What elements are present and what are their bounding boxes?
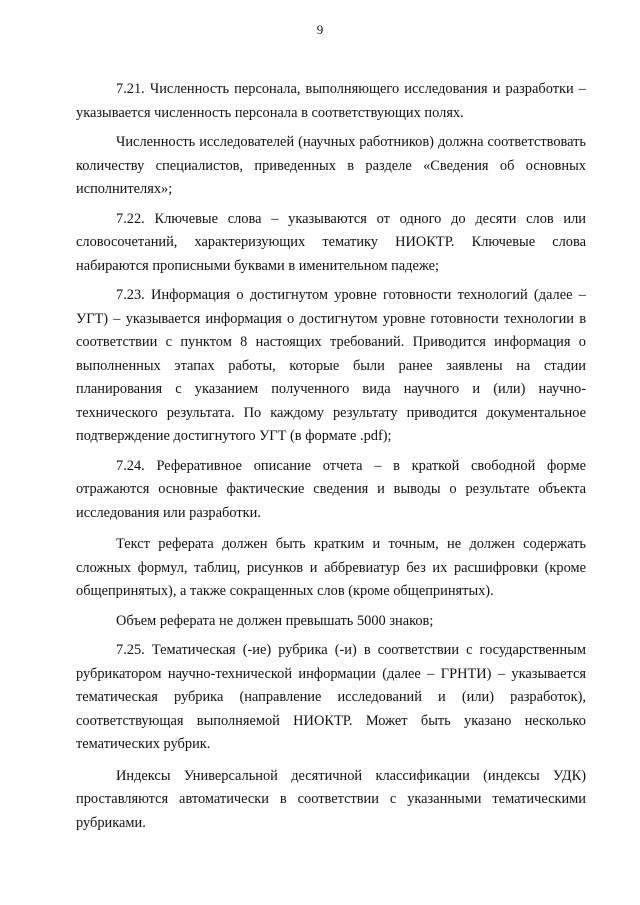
page-number: 9 xyxy=(316,22,324,37)
paragraph-abstract-text: Текст реферата должен быть кратким и точным, не должен содержать сложных формул, таблиц, рисунков и аббревиатур без их расшифровки (кроме общепринятых), а также сокращенных слов (кроме общепринятых). xyxy=(76,536,586,599)
paragraph-7-24: 7.24. Реферативное описание отчета – в краткой свободной форме отражаются основные фактические сведения и выводы о результате объекта исследования или разработки. xyxy=(76,457,586,521)
document-body xyxy=(76,78,586,835)
paragraph-7-25: 7.25. Тематическая (-ие) рубрика (-и) в соответствии с государственным рубрикатором научно-технической информации (далее – ГРНТИ) – указывается тематическая рубрика (направление исследований и (или) разработок), соответствующая выполняемой НИОКТР. Может быть указано несколько тематических рубрик. xyxy=(76,642,586,752)
paragraph-researchers-count: Численность исследователей (научных работников) должна соответствовать количеству специалистов, приведенных в разделе «Сведения об основных исполнителях»; xyxy=(76,134,586,197)
paragraph-udc-indexes: Индексы Универсальной десятичной классификации (индексы УДК) проставляются автоматически в соответствии с указанными тематическими рубриками. xyxy=(76,767,586,831)
paragraph-7-23: 7.23. Информация о достигнутом уровне готовности технологий (далее – УГТ) – указывается информация о достигнутом уровне готовности технологии в соответствии с пунктом 8 настоящих требований. Приводится информация о выполненных этапах работы, которые были ранее заявлены на стадии планирования с указанием полученного вида научного и (или) научно-технического результата. По каждому результату приводится документальное подтверждение достигнутого УГТ (в формате .pdf); xyxy=(76,287,586,444)
paragraph-7-21: 7.21. Численность персонала, выполняющего исследования и разработки – указывается численность персонала в соответствующих полях. xyxy=(76,81,586,121)
paragraph-abstract-size: Объем реферата не должен превышать 5000 знаков; xyxy=(116,612,434,629)
paragraph-7-22: 7.22. Ключевые слова – указываются от одного до десяти слов или словосочетаний, характеризующих тематику НИОКТР. Ключевые слова набираются прописными буквами в именительном падеже; xyxy=(76,210,586,274)
